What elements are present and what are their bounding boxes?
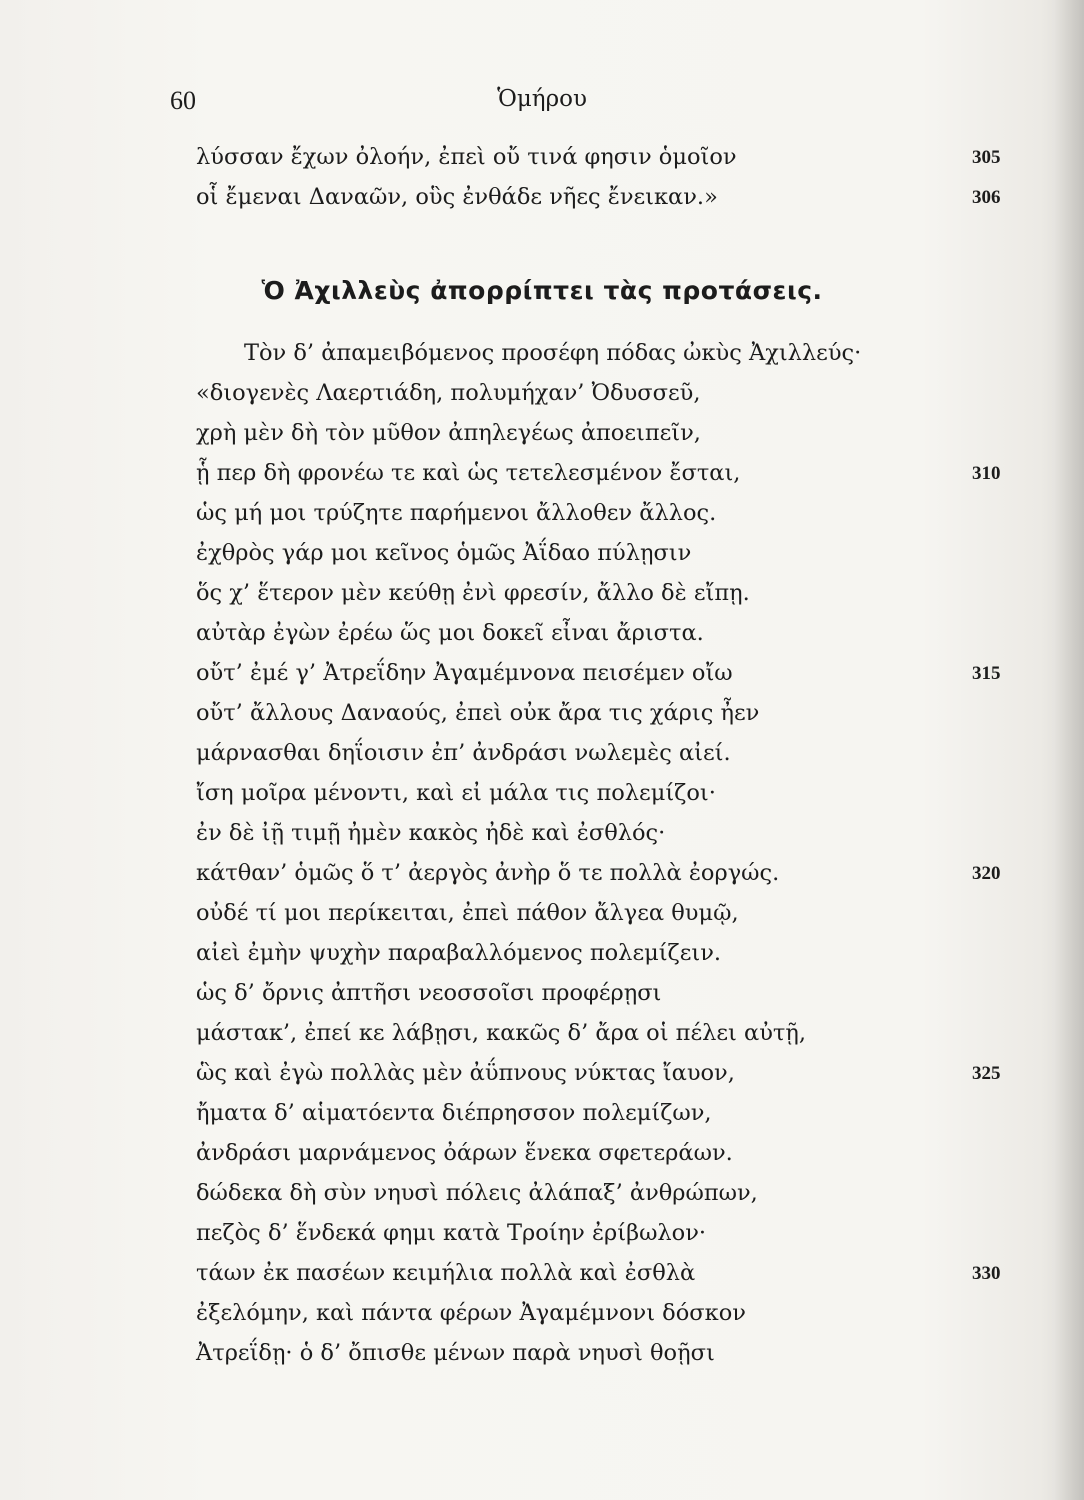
- line-number: 306: [972, 187, 1001, 208]
- verse-line: [196, 780, 1026, 820]
- verse-line-text: ἐν δὲ ἰῇ τιμῇ ἠμὲν κακὸς ἠδὲ καὶ ἐσθλός·: [196, 820, 666, 846]
- line-number: 305: [972, 147, 1001, 168]
- verse-line: [196, 1300, 1026, 1340]
- verse-line-text: ᾗ περ δὴ φρονέω τε καὶ ὡς τετελεσμένον ἔσται,: [196, 460, 741, 486]
- line-number: 320: [972, 863, 1001, 884]
- verse-line-text: οἷ ἔμεναι Δαναῶν, οὓς ἐνθάδε νῆες ἔνεικαν.»: [196, 184, 718, 210]
- verse-line-text: οὔτ’ ἄλλους Δαναούς, ἐπεὶ οὐκ ἄρα τις χάρις ἦεν: [196, 700, 760, 726]
- page-shadow-edge: [1054, 0, 1084, 1500]
- verse-line: [196, 620, 1026, 660]
- verse-line: [196, 460, 1026, 500]
- verse-block-top: [196, 144, 1026, 224]
- verse-line: [196, 144, 1026, 184]
- verse-line: [196, 580, 1026, 620]
- verse-line: [196, 940, 1026, 980]
- page-header: [0, 86, 1084, 126]
- verse-line: [196, 1180, 1026, 1220]
- verse-line-text: πεζὸς δ’ ἕνδεκά φημι κατὰ Τροίην ἐρίβωλον·: [196, 1220, 707, 1246]
- verse-line-text: ἀνδράσι μαρνάμενος ὀάρων ἕνεκα σφετεράων.: [196, 1140, 733, 1166]
- page-number: 60: [170, 86, 196, 115]
- verse-line-text: τάων ἐκ πασέων κειμήλια πολλὰ καὶ ἐσθλὰ: [196, 1260, 696, 1286]
- verse-line-text: ὡς δ’ ὄρνις ἀπτῆσι νεοσσοῖσι προφέρῃσι: [196, 980, 662, 1006]
- verse-line-text: Τὸν δ’ ἀπαμειβόμενος προσέφη πόδας ὠκὺς Ἀχιλλεύς·: [244, 340, 862, 366]
- verse-line: [196, 380, 1026, 420]
- line-number: 315: [972, 663, 1001, 684]
- verse-line-text: λύσσαν ἔχων ὀλοήν, ἐπεὶ οὔ τινά φησιν ὁμοῖον: [196, 144, 737, 170]
- verse-line: [196, 420, 1026, 460]
- section-heading: Ὁ Ἀχιλλεὺς ἀπορρίπτει τὰς προτάσεις.: [261, 276, 823, 305]
- verse-line-text: ὣς καὶ ἐγὼ πολλὰς μὲν ἀΰπνους νύκτας ἴαυον,: [196, 1060, 735, 1086]
- verse-line: [196, 980, 1026, 1020]
- verse-line-text: αὐτὰρ ἐγὼν ἐρέω ὥς μοι δοκεῖ εἶναι ἄριστα.: [196, 620, 704, 646]
- verse-line-text: «διογενὲς Λαερτιάδη, πολυμήχαν’ Ὀδυσσεῦ,: [196, 380, 701, 406]
- verse-line-text: μάρνασθαι δηΐοισιν ἐπ’ ἀνδράσι νωλεμὲς αἰεί.: [196, 740, 731, 766]
- line-number: 310: [972, 463, 1001, 484]
- verse-line-text: ἴση μοῖρα μένοντι, καὶ εἰ μάλα τις πολεμίζοι·: [196, 780, 716, 806]
- verse-block-main: [196, 340, 1026, 1380]
- verse-line-text: οὐδέ τί μοι περίκειται, ἐπεὶ πάθον ἄλγεα θυμῷ,: [196, 900, 739, 926]
- verse-line: [196, 1220, 1026, 1260]
- verse-line: [196, 500, 1026, 540]
- verse-line: [196, 1020, 1026, 1060]
- verse-line-text: ὅς χ’ ἕτερον μὲν κεύθῃ ἐνὶ φρεσίν, ἄλλο δὲ εἴπῃ.: [196, 580, 750, 606]
- verse-line: [196, 1140, 1026, 1180]
- verse-line-text: χρὴ μὲν δὴ τὸν μῦθον ἀπηλεγέως ἀποειπεῖν,: [196, 420, 701, 446]
- verse-line: [196, 740, 1026, 780]
- verse-line: [196, 820, 1026, 860]
- verse-line: [196, 340, 1026, 380]
- verse-line-text: ἐχθρὸς γάρ μοι κεῖνος ὁμῶς Ἀΐδαο πύλῃσιν: [196, 540, 692, 566]
- verse-line-text: ἐξελόμην, καὶ πάντα φέρων Ἀγαμέμνονι δόσκον: [196, 1300, 746, 1326]
- running-title: Ὁμήρου: [497, 86, 587, 112]
- verse-line: [196, 700, 1026, 740]
- line-number: 330: [972, 1263, 1001, 1284]
- verse-line-text: ὡς μή μοι τρύζητε παρήμενοι ἄλλοθεν ἄλλος.: [196, 500, 717, 526]
- verse-line: [196, 660, 1026, 700]
- verse-line-text: Ἀτρεΐδῃ· ὁ δ’ ὄπισθε μένων παρὰ νηυσὶ θοῇσι: [196, 1340, 715, 1366]
- verse-line: [196, 860, 1026, 900]
- verse-line-text: ἤματα δ’ αἱματόεντα διέπρησσον πολεμίζων,: [196, 1100, 712, 1126]
- verse-line: [196, 1260, 1026, 1300]
- verse-line: [196, 900, 1026, 940]
- verse-line-text: οὔτ’ ἐμέ γ’ Ἀτρεΐδην Ἀγαμέμνονα πεισέμεν οἴω: [196, 660, 733, 686]
- verse-line: [196, 540, 1026, 580]
- verse-line: [196, 1340, 1026, 1380]
- verse-line: [196, 184, 1026, 224]
- verse-line: [196, 1100, 1026, 1140]
- verse-line-text: δώδεκα δὴ σὺν νηυσὶ πόλεις ἀλάπαξ’ ἀνθρώπων,: [196, 1180, 758, 1206]
- verse-line-text: αἰεὶ ἐμὴν ψυχὴν παραβαλλόμενος πολεμίζειν.: [196, 940, 722, 966]
- verse-line-text: μάστακ’, ἐπεί κε λάβῃσι, κακῶς δ’ ἄρα οἱ πέλει αὐτῇ,: [196, 1020, 806, 1046]
- line-number: 325: [972, 1063, 1001, 1084]
- verse-line: [196, 1060, 1026, 1100]
- verse-line-text: κάτθαν’ ὁμῶς ὅ τ’ ἀεργὸς ἀνὴρ ὅ τε πολλὰ ἐοργώς.: [196, 860, 780, 886]
